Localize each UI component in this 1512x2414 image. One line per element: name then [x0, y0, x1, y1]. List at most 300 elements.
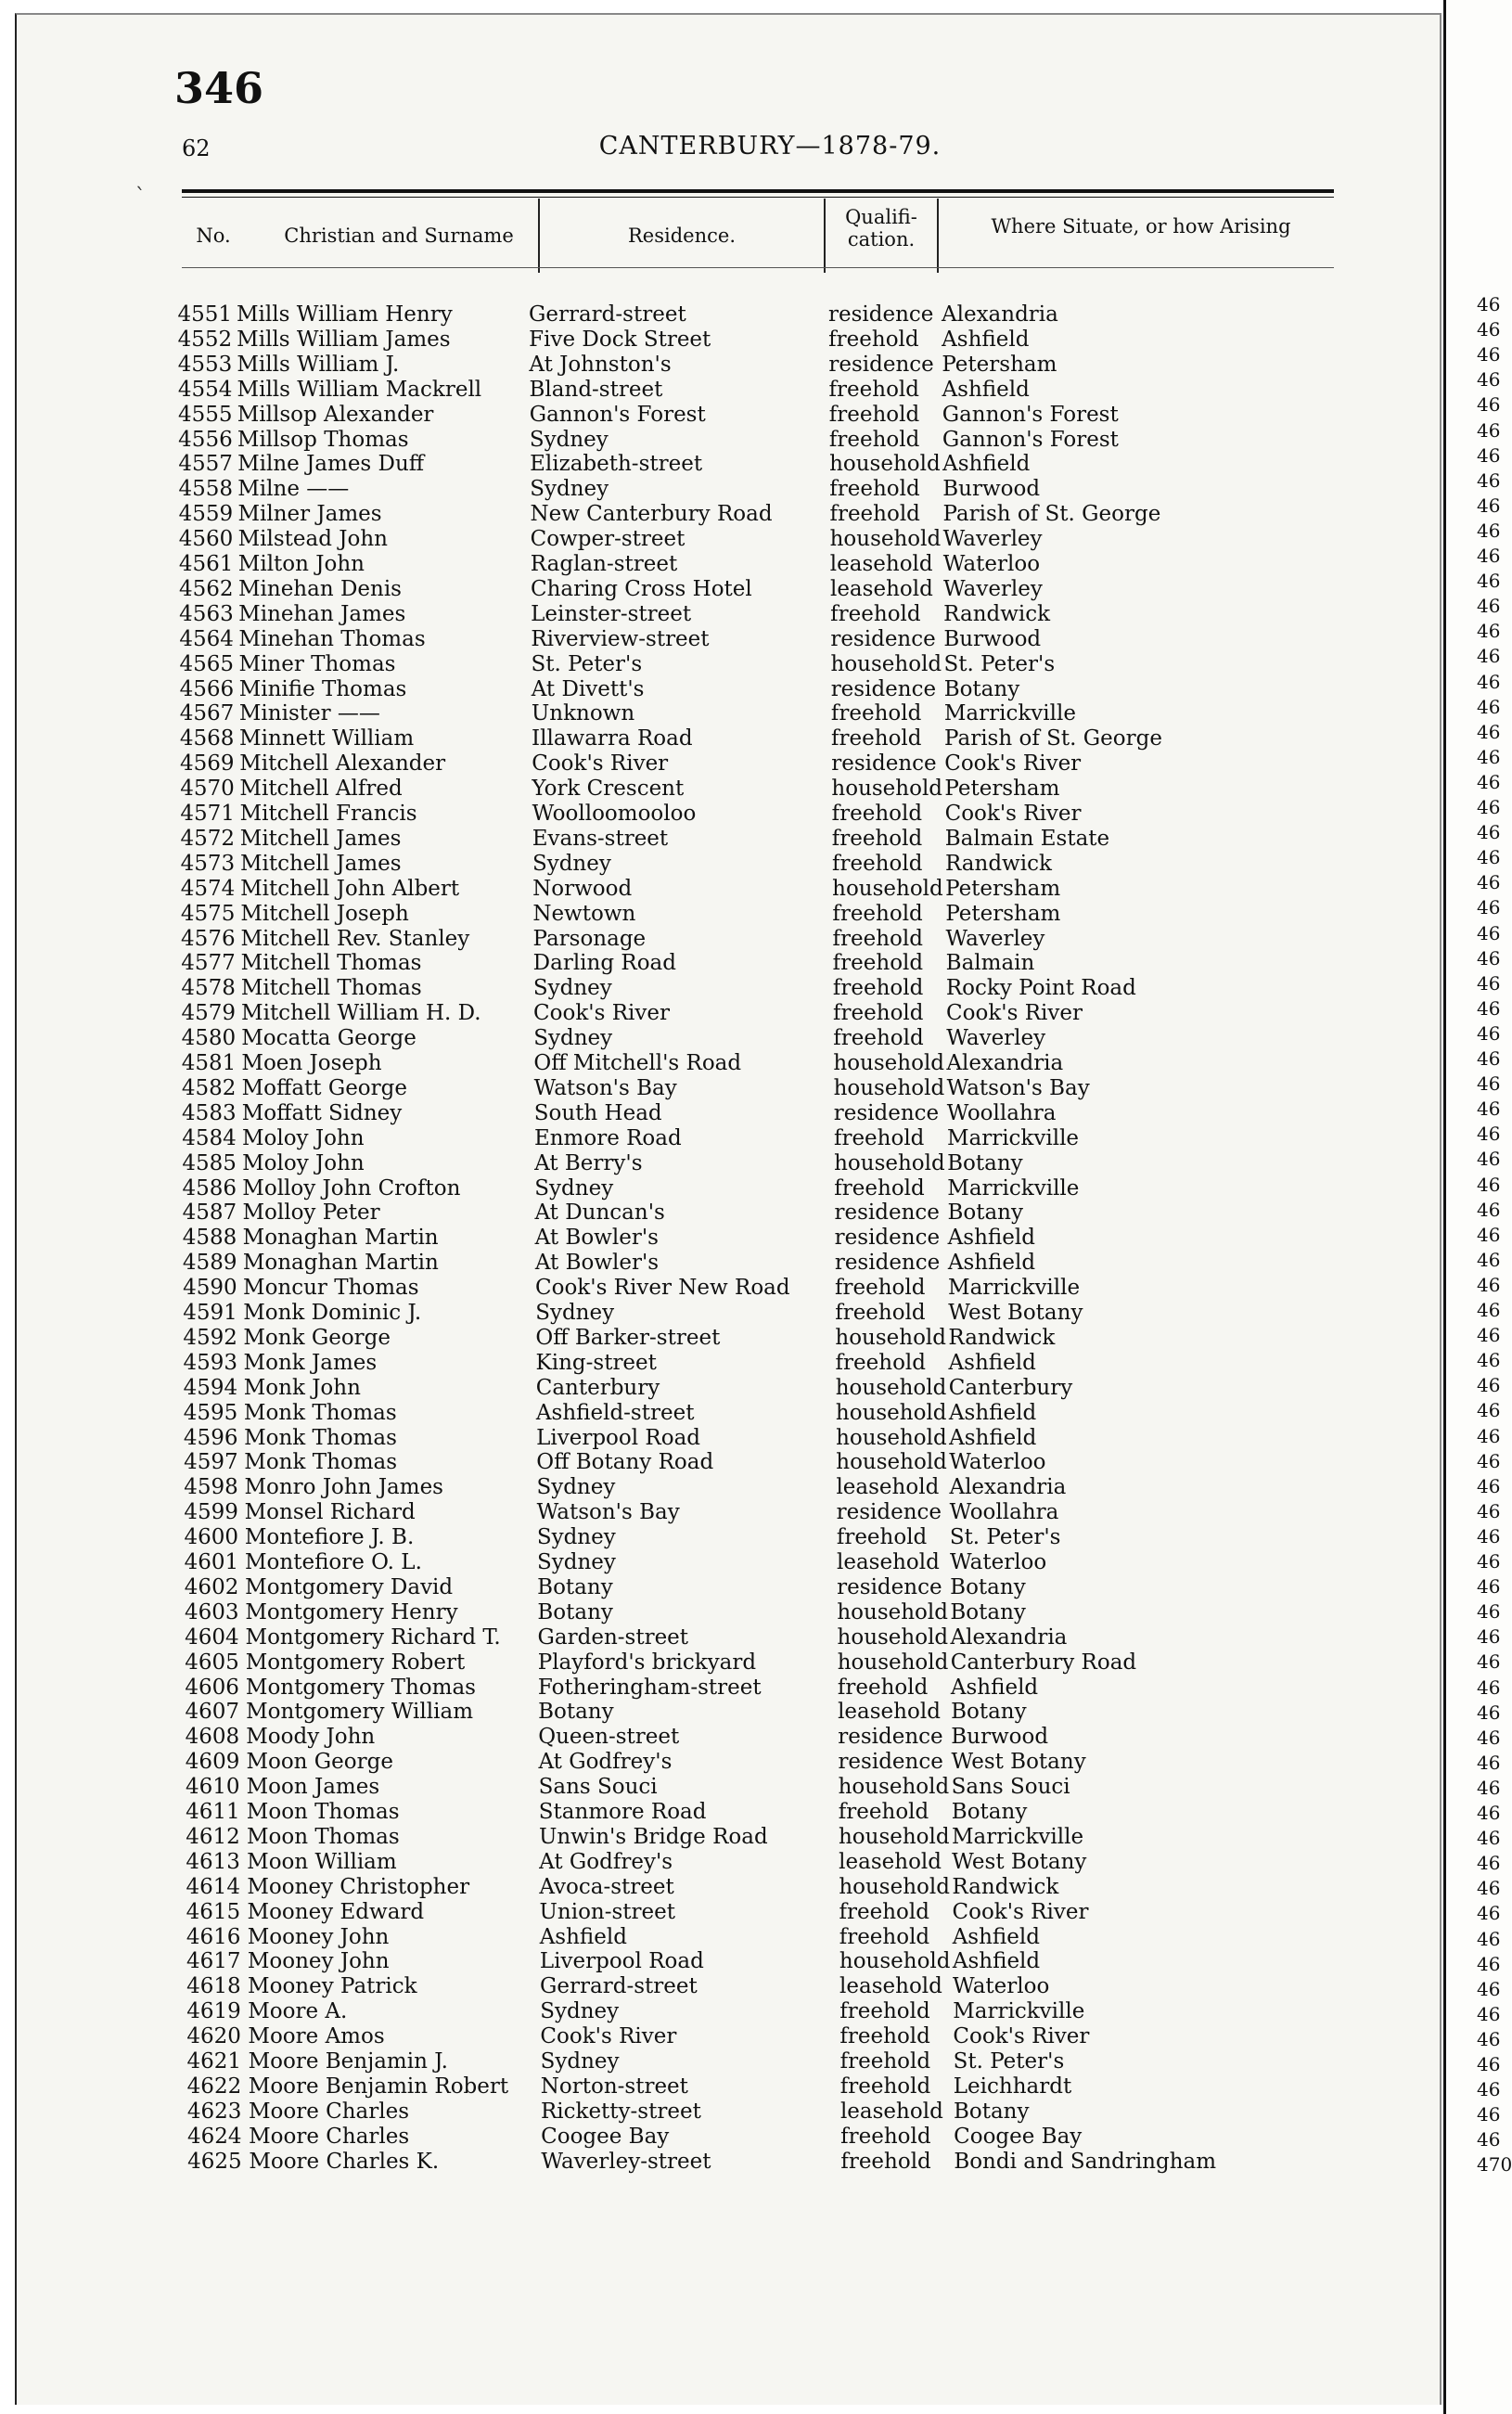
facing-entry-number: 46: [1477, 1952, 1501, 1975]
where-situate: Cook's River: [944, 802, 1082, 826]
residence: Sydney: [540, 1999, 620, 2024]
entry-number: 4610: [185, 1775, 240, 1800]
facing-entry-number: 46: [1477, 1324, 1501, 1347]
table-row: [0, 902, 1391, 927]
entry-number: 4569: [180, 751, 235, 777]
residence: King-street: [535, 1350, 657, 1375]
residence: At Divett's: [531, 676, 645, 701]
table-row: [0, 1251, 1391, 1276]
table-row: [0, 378, 1391, 403]
entry-number: 4553: [177, 352, 233, 377]
facing-entry-number: 46: [1477, 368, 1501, 392]
table-row: [0, 976, 1391, 1001]
facing-entry-number: 46: [1477, 796, 1501, 818]
table-row: [0, 2150, 1391, 2175]
residence: At Berry's: [534, 1150, 643, 1175]
table-row: [0, 552, 1391, 577]
residence: Ashfield: [539, 1924, 627, 1949]
residence: Sydney: [532, 976, 612, 1001]
where-situate: Rocky Point Road: [945, 976, 1136, 1001]
entry-number: 4582: [181, 1075, 237, 1100]
residence: Illawarra Road: [532, 726, 693, 751]
facing-entry-number: 46: [1477, 418, 1501, 442]
elector-name: Monk Dominic J.: [243, 1301, 422, 1325]
where-situate: Gannon's Forest: [942, 427, 1119, 452]
entry-number: 4625: [187, 2149, 242, 2174]
qualification: residence: [831, 751, 937, 777]
elector-name: Mitchell Thomas: [240, 976, 422, 1001]
qualification: freehold: [828, 377, 920, 402]
table-row: [0, 1326, 1391, 1351]
entry-number: 4618: [186, 1974, 241, 1999]
table-row: [0, 1126, 1391, 1151]
elector-name: Monk Thomas: [244, 1450, 398, 1475]
residence: Woolloomooloo: [532, 802, 697, 826]
facing-entry-number: 46: [1477, 1499, 1501, 1522]
residence: Botany: [537, 1574, 613, 1599]
table-row: [0, 1450, 1391, 1475]
table-row: [0, 1800, 1391, 1825]
facing-entry-number: 46: [1477, 570, 1501, 593]
qualification: freehold: [830, 601, 921, 626]
entry-number: 4554: [177, 377, 233, 402]
col-header-where: Where Situate, or how Arising: [991, 215, 1291, 238]
residence: Enmore Road: [533, 1125, 682, 1150]
table-row: [0, 1900, 1391, 1925]
col-divider: [824, 199, 826, 273]
facing-entry-number: 46: [1477, 1449, 1501, 1472]
facing-entry-number: 46: [1477, 1877, 1501, 1900]
table-row: [0, 1101, 1391, 1126]
where-situate: Cook's River: [944, 751, 1082, 777]
qualification: household: [831, 777, 943, 802]
table-row: [0, 701, 1391, 726]
where-situate: Botany: [947, 1201, 1023, 1226]
elector-name: Minehan Thomas: [238, 626, 426, 651]
where-situate: Petersham: [945, 876, 1061, 901]
entry-number: 4609: [185, 1750, 240, 1775]
elector-name: Montefiore J. B.: [244, 1525, 415, 1550]
entry-number: 4619: [186, 1999, 241, 2024]
elector-name: Moore Charles: [248, 2099, 410, 2124]
where-situate: Ashfield: [948, 1350, 1036, 1375]
col-header-residence: Residence.: [628, 225, 736, 247]
where-situate: Randwick: [952, 1874, 1059, 1899]
entry-number: 4615: [186, 1899, 241, 1924]
header-rule-under: [182, 267, 1334, 268]
where-situate: Botany: [947, 1150, 1023, 1175]
where-situate: Burwood: [951, 1725, 1049, 1750]
entry-number: 4572: [180, 826, 236, 851]
elector-name: Mooney John: [247, 1949, 390, 1974]
entry-number: 4589: [182, 1251, 237, 1276]
elector-name: Mills William Henry: [237, 302, 453, 327]
elector-name: Moore Benjamin J.: [248, 2049, 448, 2074]
elector-name: Moore A.: [248, 1999, 348, 2024]
qualification: freehold: [839, 2049, 931, 2074]
table-row: [0, 477, 1391, 502]
qualification: leasehold: [836, 1475, 940, 1500]
table-row: [0, 353, 1391, 378]
facing-entry-number: 46: [1477, 996, 1501, 1020]
entry-number: 4574: [180, 876, 236, 901]
table-row: [0, 1001, 1391, 1026]
qualification: freehold: [829, 502, 920, 527]
facing-entry-number: 46: [1477, 1802, 1501, 1824]
elector-name: Moore Charles K.: [249, 2149, 440, 2174]
residence: Watson's Bay: [533, 1075, 677, 1100]
table-row: [0, 652, 1391, 677]
elector-name: Monk George: [243, 1325, 391, 1350]
elector-name: Mooney Christopher: [247, 1874, 470, 1899]
qualification: household: [829, 452, 941, 477]
facing-entry-number: 46: [1477, 293, 1501, 315]
facing-entry-number: 46: [1477, 2103, 1501, 2126]
where-situate: Cook's River: [946, 1001, 1083, 1026]
facing-entry-number: 46: [1477, 846, 1501, 869]
where-situate: Waterloo: [942, 552, 1041, 576]
table-row: [0, 1151, 1391, 1176]
elector-name: Millsop Alexander: [237, 402, 434, 427]
elector-name: Mills William James: [237, 327, 451, 352]
table-row: [0, 527, 1391, 552]
residence: Leinster-street: [531, 601, 692, 626]
where-situate: Waverley: [945, 926, 1045, 951]
where-situate: Woollahra: [946, 1100, 1057, 1125]
qualification: freehold: [838, 1800, 929, 1824]
where-situate: Botany: [950, 1599, 1026, 1624]
facing-entry-number: 46: [1477, 494, 1501, 517]
facing-entry-number: 46: [1477, 1676, 1501, 1699]
elector-name: Montgomery Robert: [245, 1650, 466, 1675]
residence: Cook's River: [533, 1001, 670, 1026]
residence: Norton-street: [540, 2074, 688, 2099]
entry-number: 4584: [182, 1125, 237, 1150]
qualification: freehold: [831, 826, 923, 851]
entry-number: 4558: [178, 477, 233, 502]
residence: Bland-street: [529, 377, 663, 402]
facing-entry-number: 46: [1477, 1072, 1501, 1096]
table-row: [0, 1600, 1391, 1625]
qualification: household: [838, 1775, 950, 1800]
elector-name: Mitchell Francis: [239, 802, 417, 826]
elector-name: Moffatt Sidney: [241, 1100, 403, 1125]
residence: Sydney: [530, 477, 609, 502]
qualification: freehold: [832, 926, 923, 951]
elector-name: Montgomery William: [246, 1700, 474, 1725]
facing-entry-number: 46: [1477, 2078, 1501, 2101]
qualification: freehold: [839, 1899, 929, 1924]
elector-name: Moloy John: [242, 1150, 365, 1175]
facing-entry-number: 46: [1477, 2053, 1501, 2075]
elector-name: Moffatt George: [241, 1075, 407, 1100]
where-situate: Leichhardt: [953, 2074, 1072, 2099]
facing-entry-number: 46: [1477, 745, 1501, 768]
entry-number: 4616: [186, 1924, 241, 1949]
elector-name: Moore Benjamin Robert: [248, 2074, 509, 2099]
entry-number: 4571: [180, 802, 235, 826]
facing-entry-number: 46: [1477, 645, 1501, 668]
facing-entry-number: 46: [1477, 1349, 1501, 1372]
entry-number: 4607: [185, 1700, 240, 1725]
residence: Elizabeth-street: [530, 452, 703, 477]
elector-name: Monsel Richard: [244, 1500, 416, 1525]
entry-number: 4586: [182, 1175, 237, 1201]
where-situate: Bondi and Sandringham: [954, 2149, 1217, 2174]
table-row: [0, 726, 1391, 751]
table-row: [0, 1475, 1391, 1500]
where-situate: Petersham: [945, 901, 1061, 926]
table-row: [0, 751, 1391, 777]
facing-entry-number: 46: [1477, 318, 1501, 341]
table-row: [0, 1076, 1391, 1101]
where-situate: Watson's Bay: [946, 1075, 1090, 1100]
residence: At Johnston's: [529, 352, 672, 377]
elector-name: Minnett William: [239, 726, 415, 751]
facing-entry-number: 46: [1477, 1021, 1501, 1045]
qualification: residence: [836, 1500, 942, 1525]
entry-number: 4581: [181, 1051, 237, 1075]
qualification: freehold: [830, 701, 922, 726]
entry-number: 4567: [179, 701, 235, 726]
where-situate: Waverley: [946, 1026, 1046, 1051]
qualification: freehold: [833, 1125, 925, 1150]
table-row: [0, 1351, 1391, 1376]
where-situate: Ashfield: [942, 377, 1030, 402]
where-situate: Ashfield: [947, 1251, 1036, 1276]
residence: Gerrard-street: [540, 1974, 698, 1999]
facing-entry-number: 46: [1477, 1524, 1501, 1547]
residence: At Godfrey's: [538, 1750, 673, 1775]
margin-mark: `: [135, 186, 146, 209]
entry-number: 4622: [186, 2074, 242, 2099]
residence: Sans Souci: [538, 1775, 658, 1800]
residence: Riverview-street: [531, 626, 710, 651]
qualification: freehold: [828, 327, 919, 352]
table-row: [0, 1276, 1391, 1301]
qualification: freehold: [839, 2024, 930, 2049]
entry-number: 4590: [183, 1276, 237, 1301]
residence: Parsonage: [532, 926, 647, 951]
residence: New Canterbury Road: [530, 502, 773, 527]
facing-entry-number: 46: [1477, 545, 1501, 567]
where-situate: Ashfield: [942, 327, 1030, 352]
facing-entry-number: 46: [1477, 871, 1501, 894]
entry-number: 4605: [185, 1650, 239, 1675]
entry-number: 4563: [179, 601, 234, 626]
facing-entry-number: 46: [1477, 770, 1501, 793]
qualification: residence: [838, 1725, 943, 1750]
where-situate: Waterloo: [949, 1450, 1046, 1475]
residence: Sydney: [533, 1026, 613, 1051]
qualification: leasehold: [839, 2099, 943, 2124]
elector-name: Mitchell James: [239, 826, 402, 851]
table-row: [0, 951, 1391, 976]
qualification: household: [829, 527, 942, 552]
table-row: [0, 1875, 1391, 1900]
entry-number: 4556: [178, 427, 233, 452]
residence: Cook's River: [540, 2024, 677, 2049]
elector-name: Mills William Mackrell: [237, 377, 482, 402]
elector-name: Miner Thomas: [238, 651, 396, 676]
residence: Botany: [538, 1700, 614, 1725]
table-row: [0, 1500, 1391, 1525]
table-row: [0, 1226, 1391, 1251]
facing-entry-number: 46: [1477, 1977, 1501, 2000]
residence: Cook's River: [532, 751, 669, 777]
qualification: residence: [833, 1100, 940, 1125]
qualification: household: [835, 1375, 947, 1400]
table-row: [0, 1176, 1391, 1201]
where-situate: Waterloo: [950, 1550, 1047, 1574]
where-situate: Burwood: [942, 477, 1041, 502]
qualification: household: [832, 876, 943, 901]
table-row: [0, 1676, 1391, 1701]
entry-number: 4559: [178, 502, 234, 527]
residence: Ashfield-street: [535, 1400, 695, 1425]
facing-entry-number: 46: [1477, 1399, 1501, 1422]
where-situate: Petersham: [944, 777, 1060, 802]
elector-name: Montgomery Henry: [245, 1599, 458, 1624]
elector-name: Mitchell James: [239, 851, 402, 876]
facing-entry-number: 46: [1477, 1248, 1501, 1271]
where-situate: Marrickville: [951, 1824, 1084, 1849]
table-row: [0, 1949, 1391, 1974]
qualification: residence: [828, 302, 934, 327]
entry-number: 4573: [180, 851, 236, 876]
elector-name: Moody John: [246, 1725, 376, 1750]
residence: Sydney: [529, 427, 609, 452]
where-situate: Marrickville: [946, 1125, 1080, 1150]
qualification: residence: [828, 352, 934, 377]
elector-name: Mitchell John Albert: [240, 876, 460, 901]
elector-name: Mitchell William H. D.: [241, 1001, 481, 1026]
residence: Sydney: [534, 1175, 614, 1201]
where-situate: St. Peter's: [953, 2049, 1065, 2074]
qualification: freehold: [839, 1999, 930, 2024]
facing-entry-number: 46: [1477, 921, 1501, 944]
residence: Coogee Bay: [541, 2124, 670, 2149]
facing-entry-number: 46: [1477, 343, 1501, 366]
residence: Cook's River New Road: [535, 1276, 790, 1301]
table-row: [0, 1700, 1391, 1725]
facing-entry-number: 46: [1477, 595, 1501, 618]
qualification: household: [836, 1425, 947, 1450]
where-situate: Botany: [951, 1700, 1027, 1725]
elector-name: Moon George: [246, 1750, 393, 1775]
residence: Botany: [537, 1599, 613, 1624]
residence: Watson's Bay: [536, 1500, 680, 1525]
table-row: [0, 1550, 1391, 1575]
facing-entry-number: 46: [1477, 1927, 1501, 1950]
qualification: freehold: [834, 1175, 925, 1201]
where-situate: West Botany: [952, 1849, 1087, 1874]
table-row: [0, 877, 1391, 902]
facing-entry-number: 46: [1477, 1776, 1501, 1799]
entry-number: 4577: [181, 951, 236, 976]
entry-number: 4568: [179, 726, 235, 751]
where-situate: Ashfield: [947, 1226, 1035, 1251]
elector-name: Moore Charles: [249, 2124, 410, 2149]
col-header-name: Christian and Surname: [284, 225, 514, 247]
where-situate: Ashfield: [942, 452, 1031, 477]
where-situate: Balmain: [945, 951, 1035, 976]
table-row: [0, 2099, 1391, 2125]
elector-name: Molloy Peter: [242, 1201, 380, 1226]
residence: Cowper-street: [530, 527, 686, 552]
col-header-no: No.: [196, 225, 231, 247]
entry-number: 4580: [181, 1026, 237, 1051]
facing-entry-number: 46: [1477, 393, 1501, 417]
entry-number: 4600: [184, 1525, 239, 1550]
where-situate: Marrickville: [953, 1999, 1085, 2024]
facing-entry-number: 470: [1477, 2153, 1512, 2176]
qualification: residence: [838, 1750, 943, 1775]
elector-name: Montgomery Thomas: [245, 1675, 476, 1700]
where-situate: Alexandria: [946, 1051, 1064, 1075]
elector-name: Mooney Patrick: [248, 1974, 417, 1999]
elector-name: Mooney Edward: [247, 1899, 425, 1924]
entry-number: 4579: [181, 1001, 237, 1026]
qualification: freehold: [831, 851, 923, 876]
table-row: [0, 452, 1391, 477]
facing-entry-number: 46: [1477, 971, 1501, 995]
qualification: freehold: [828, 427, 920, 452]
entry-number: 4564: [179, 626, 234, 651]
elector-name: Moon Thomas: [246, 1824, 400, 1849]
table-row: [0, 1575, 1391, 1600]
residence: At Bowler's: [534, 1251, 660, 1276]
entry-number: 4583: [182, 1100, 237, 1125]
residence: Unknown: [531, 701, 635, 726]
qualification: residence: [834, 1201, 940, 1226]
elector-name: Moloy John: [241, 1125, 365, 1150]
table-row: [0, 302, 1391, 327]
table-row: [0, 802, 1391, 827]
entry-number: 4597: [184, 1450, 238, 1475]
where-situate: Waterloo: [953, 1974, 1050, 1999]
facing-entry-number: 46: [1477, 1424, 1501, 1447]
where-situate: Woollahra: [949, 1500, 1059, 1525]
facing-entry-number: 46: [1477, 1625, 1501, 1649]
qualification: freehold: [832, 976, 924, 1001]
qualification: leasehold: [838, 1700, 941, 1725]
elector-name: Milstead John: [237, 527, 388, 552]
facing-entry-number: 46: [1477, 896, 1501, 919]
residence: Playford's brickyard: [537, 1650, 757, 1675]
where-situate: Burwood: [943, 626, 1042, 651]
entry-number: 4587: [182, 1201, 237, 1226]
residence: Off Barker-street: [535, 1325, 721, 1350]
qualification: household: [833, 1051, 945, 1075]
table-row: [0, 2125, 1391, 2150]
qualification: residence: [837, 1574, 942, 1599]
qualification: freehold: [831, 726, 922, 751]
where-situate: Randwick: [943, 601, 1051, 626]
elector-name: Moore Amos: [248, 2024, 385, 2049]
residence: Darling Road: [532, 951, 676, 976]
entry-number: 4562: [179, 576, 234, 601]
entry-number: 4551: [177, 302, 232, 327]
qualification: leasehold: [829, 552, 933, 576]
where-situate: Marrickville: [947, 1175, 1080, 1201]
qualification: freehold: [833, 1026, 924, 1051]
facing-entry-number: 46: [1477, 1299, 1501, 1321]
facing-entry-number: 46: [1477, 1148, 1501, 1171]
where-situate: St. Peter's: [949, 1525, 1061, 1550]
table-row: [0, 577, 1391, 602]
elector-name: Milne ——: [237, 477, 350, 502]
